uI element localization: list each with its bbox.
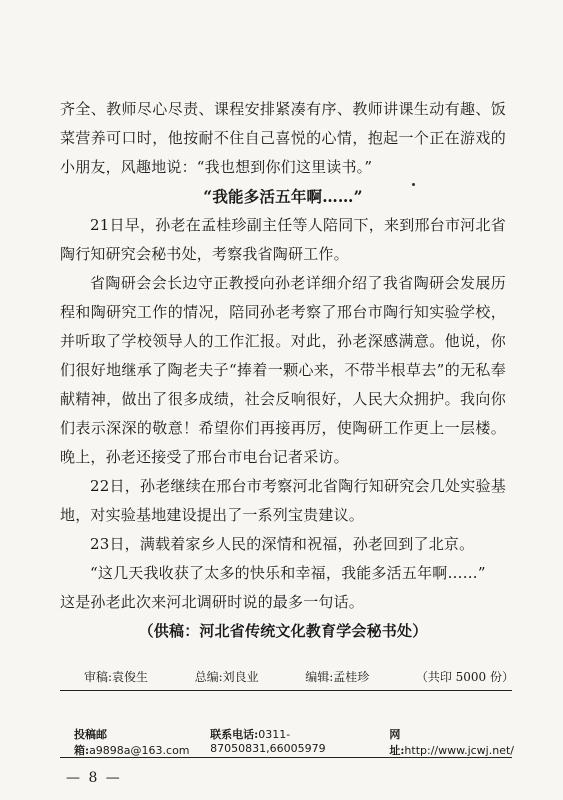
footer-divider-top: [60, 690, 512, 691]
paragraph-3: 省陶研会会长边守正教授向孙老详细介绍了我省陶研会发展历程和陶研究工作的情况，陪同孙老考察了邢台市陶行知实验学校，并听取了学校领导人的工作汇报。对此，孙老深感满意。他说，你们很好地继承了陶老夫子“捧着一颗心来，不带半根草去”的无私奉献精神，做出了很多成绩，社会反响很好，人民大众拥护。我向你们表示深深的敬意！希望你们再接再厉，使陶研工作更上一层楼。晚上，孙老还接受了邢台市电台记者采访。: [60, 274, 506, 466]
ink-speck: [412, 183, 415, 186]
reviewer-credit: 审稿:袁俊生: [84, 670, 149, 684]
paragraph-1: 齐全、教师尽心尽责、课程安排紧凑有序、教师讲课生动有趣、饭菜营养可口时，他按耐不住自己喜悦的心情，抱起一个正在游戏的小朋友，风趣地说：“我也想到你们这里读书。”: [60, 100, 506, 176]
phone-info: [210, 726, 389, 758]
phone-label: 联系电话:: [210, 728, 259, 741]
website-info: [389, 726, 514, 758]
paragraph-2: 21日早，孙老在孟桂珍副主任等人陪同下，来到邢台市河北省陶行知研究会秘书处，考察我省陶研工作。: [60, 216, 506, 263]
paragraph-7: 这是孙老此次来河北调研时说的最多一句话。: [60, 593, 365, 611]
paragraph-6: “这几天我收获了太多的快乐和幸福，我能多活五年啊……”: [90, 564, 486, 582]
website-label: 网址:: [389, 728, 405, 757]
section-heading: “我能多活五年啊……”: [203, 187, 363, 206]
editorial-credits: [84, 668, 514, 685]
page-number: — 8 —: [66, 770, 122, 786]
article-body: [60, 95, 506, 646]
paragraph-4: 22日，孙老继续在邢台市考察河北省陶行知研究会几处实验基地，对实验基地建设提出了一系列宝贵建议。: [60, 477, 506, 524]
phone-value: 0311-87050831,66005979: [210, 728, 326, 755]
footer-divider-bottom: [60, 757, 512, 758]
website-value: http://www.jcwj.net/: [404, 744, 514, 757]
print-run: （共印 5000 份）: [415, 670, 514, 684]
email-label: 投稿邮箱:: [74, 728, 107, 757]
source-credit: （供稿：河北省传统文化教育学会秘书处）: [138, 622, 428, 640]
paragraph-5: 23日，满载着家乡人民的深情和祝福，孙老回到了北京。: [90, 535, 475, 553]
chief-editor-credit: 总编:刘良业: [194, 670, 259, 684]
email-info: [74, 726, 210, 758]
contact-info: [74, 726, 514, 758]
email-value: a9898a@163.com: [89, 744, 190, 757]
editor-credit: 编辑:孟桂珍: [305, 670, 370, 684]
